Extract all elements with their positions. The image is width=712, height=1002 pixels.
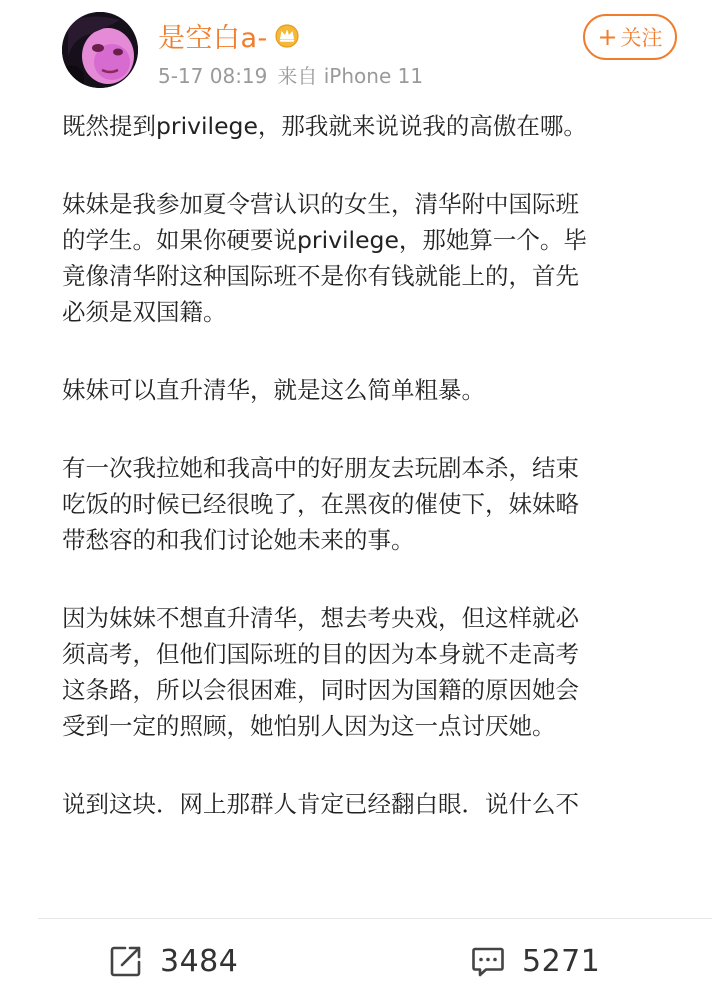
paragraph bbox=[62, 786, 692, 822]
text-line: 吃饭的时候已经很晚了，在黑夜的催使下，妹妹略 bbox=[62, 490, 579, 518]
post-meta bbox=[158, 60, 423, 89]
paragraph bbox=[62, 450, 692, 558]
post-source: 来自 iPhone 11 bbox=[277, 64, 424, 88]
vip-crown-icon bbox=[274, 22, 300, 48]
text-line: 妹妹是我参加夏令营认识的女生，清华附中国际班 bbox=[62, 190, 579, 218]
post-date: 5-17 08:19 bbox=[158, 64, 268, 88]
text-line: 竟像清华附这种国际班不是你有钱就能上的，首先 bbox=[62, 262, 579, 290]
avatar[interactable] bbox=[62, 12, 138, 88]
paragraph bbox=[62, 108, 692, 144]
comment-button[interactable] bbox=[470, 941, 600, 981]
post-header bbox=[0, 0, 712, 100]
paragraph bbox=[62, 372, 692, 408]
author-name[interactable]: 是空白a- bbox=[158, 22, 268, 54]
follow-label: 关注 bbox=[620, 26, 663, 50]
paragraph bbox=[62, 600, 692, 744]
text-line: 有一次我拉她和我高中的好朋友去玩剧本杀，结束 bbox=[62, 454, 579, 482]
text-line: 必须是双国籍。 bbox=[62, 298, 227, 326]
follow-button[interactable] bbox=[583, 14, 677, 60]
repost-icon bbox=[108, 943, 144, 979]
text-line: 须高考，但他们国际班的目的因为本身就不走高考 bbox=[62, 640, 579, 668]
avatar-image bbox=[62, 12, 138, 88]
post-body bbox=[62, 108, 692, 822]
repost-button[interactable] bbox=[108, 941, 238, 981]
comment-icon bbox=[470, 943, 506, 979]
text-line: 带愁容的和我们讨论她未来的事。 bbox=[62, 526, 415, 554]
plus-icon: + bbox=[597, 23, 618, 51]
action-bar bbox=[0, 919, 712, 1002]
text-line: 受到一定的照顾，她怕别人因为这一点讨厌她。 bbox=[62, 712, 556, 740]
paragraph bbox=[62, 186, 692, 330]
text-line: 这条路，所以会很困难，同时因为国籍的原因她会 bbox=[62, 676, 579, 704]
author-row bbox=[158, 14, 300, 56]
text-line: 妹妹可以直升清华，就是这么简单粗暴。 bbox=[62, 376, 485, 404]
text-line: 说到这块．网上那群人肯定已经翻白眼．说什么不 bbox=[62, 790, 579, 818]
text-line: 既然提到privilege，那我就来说说我的高傲在哪。 bbox=[62, 112, 587, 140]
text-line: 因为妹妹不想直升清华，想去考央戏，但这样就必 bbox=[62, 604, 579, 632]
text-line: 的学生。如果你硬要说privilege，那她算一个。毕 bbox=[62, 226, 587, 254]
repost-count: 3484 bbox=[160, 943, 239, 979]
comment-count: 5271 bbox=[522, 943, 601, 979]
